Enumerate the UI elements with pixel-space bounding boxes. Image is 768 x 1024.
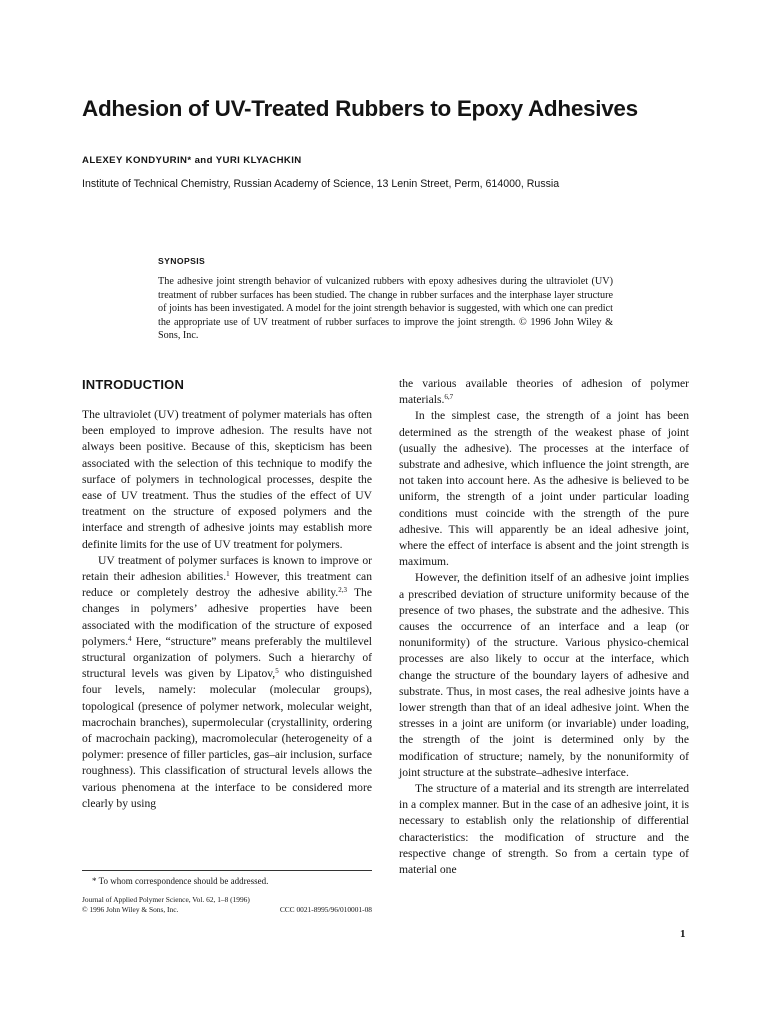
journal-citation: Journal of Applied Polymer Science, Vol. 62, 1–8 (1996)	[82, 895, 250, 904]
citation-ref: 2,3	[338, 586, 347, 595]
intro-paragraph-4: In the simplest case, the strength of a joint has been determined as the strength of the weakest phase of joint (usually the adhesive). The processes at the interface of substrate and adhesive, which influence the joint strength, are not taken into account here. As the adhesive is believed to be uniform, the strength of a joint under particular loading conditions must coincide with the strength of the pure adhesive. This will apparently be an ideal adhesive joint, where the effect of interface is absent and the joint strength is maximum.	[399, 409, 689, 569]
citation-ref: 6,7	[444, 393, 454, 402]
author-list: ALEXEY KONDYURIN* and YURI KLYACHKIN	[82, 155, 302, 166]
intro-paragraph-1: The ultraviolet (UV) treatment of polymer materials has often been employed to improve adhesion. The results have not always been positive. Because of this, skepticism has been associated with the selection of this technique to modify the surface of polymers in technological processes, despite the ease of UV treatment. Thus the studies of the effect of UV treatment on the structure of exposed polymers and the interface and strength of adhesive joints may establish more definite limits for the use of UV treatment for polymers.	[82, 408, 372, 551]
intro-paragraph-5: However, the definition itself of an adhesive joint implies a prescribed deviation of structure uniformity because of the presence of two phases, the substrate and the adhesive. This causes the occurrence of an interface and a leap (or nonuniformity) of the structure. Various physico-chemical processes are also likely to occur at the interface, which change the structure of the boundary layers of adhesive and substrate. Thus, in most cases, the real adhesive joints have a lower strength than that of an ideal adhesive joint. When the stresses in a joint are uniform (or invariable) under loading, the strength of the joint is determined only by the modification of structure; namely, by the nonuniformity of joint structure at the substrate–adhesive interface.	[399, 571, 689, 779]
ccc-code: CCC 0021-8995/96/010001-08	[279, 905, 372, 914]
synopsis-text: The adhesive joint strength behavior of vulcanized rubbers with epoxy adhesives during the ultraviolet (UV) treatment of rubber surfaces has been studied. The change in rubber surfaces and the interphase layer structure of joints has been investigated. A model for the joint strength behavior is suggested, with which one can predict the appropriate use of UV treatment of rubber surfaces to improve the joint strength. © 1996 John Wiley & Sons, Inc.	[158, 276, 613, 341]
intro-paragraph-3: the various available theories of adhesion of polymer materials.$^{6,7}$	[399, 377, 689, 407]
footnote: * To whom correspondence should be addressed.	[92, 876, 269, 886]
citation-ref: 5	[275, 667, 279, 676]
paper-title: Adhesion of UV-Treated Rubbers to Epoxy Adhesives	[82, 96, 638, 121]
intro-paragraph-2: UV treatment of polymer surfaces is known to improve or retain their adhesion abilities.$^1$ However, this treatment can reduce or completely destroy the adhesive ability.$^{2,3}$ The changes in polymers’ adhesive properties have been associated with the modification of the structure of exposed polymers.$^4$ Here, “structure” means preferably the multilevel structural organization of polymers. Such a hierarchy of structural levels was given by Lipatov,$^5$ who distinguished four levels, namely: molecular (molecular groups), topological (presence of polymer network, molecular weight, macrochain branches), supermolecular (crystallinity, ordering of macrochain packing), macromolecular (heterogeneity of a polymer: presence of filler particles, gas–air inclusion, surface roughness). This classification of structural levels allows the various phenomena at the interface to be considered more clearly by using	[82, 553, 373, 810]
left-column	[82, 407, 372, 812]
intro-paragraph-6: The structure of a material and its strength are interrelated in a complex manner. But in the case of an adhesive joint, it is necessary to establish only the relationship of differential characteristics: the modification of structure and the respective change of strength. So from a certain type of material one	[399, 782, 689, 877]
citation-ref: 1	[226, 570, 230, 579]
synopsis-heading: SYNOPSIS	[158, 256, 206, 266]
affiliation: Institute of Technical Chemistry, Russian Academy of Science, 13 Lenin Street, Perm, 614000, Russia	[82, 178, 560, 190]
footnote-rule	[82, 870, 372, 871]
citation-ref: 4	[128, 634, 132, 643]
journal-info	[82, 895, 372, 915]
page-number: 1	[680, 928, 686, 940]
introduction-heading: INTRODUCTION	[82, 377, 185, 392]
copyright-line: © 1996 John Wiley & Sons, Inc.	[82, 905, 179, 914]
right-column	[399, 376, 689, 878]
